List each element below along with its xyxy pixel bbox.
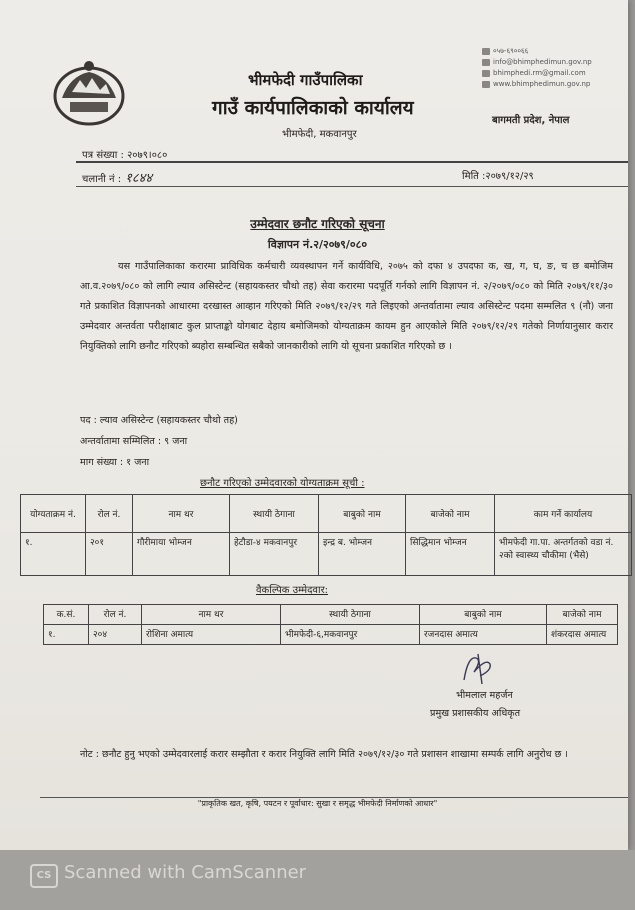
table-row <box>44 625 618 645</box>
email-icon <box>482 59 490 66</box>
table-header: रोल नं. <box>86 495 133 533</box>
alternate-list-title: वैकल्पिक उम्मेदवार: <box>256 585 329 596</box>
contact-website: www.bhimphedimun.gov.np <box>493 80 591 88</box>
globe-icon <box>482 81 490 88</box>
table-header: स्थायी ठेगाना <box>281 605 420 625</box>
letter-date: मिति :२०७९/१२/२९ <box>462 171 534 182</box>
table-header: काम गर्ने कार्यालय <box>495 495 632 533</box>
table-header: स्थायी ठेगाना <box>230 495 319 533</box>
interview-count: अन्तर्वातामा सम्मिलित : ९ जना <box>80 436 188 447</box>
dispatch-label: चलानी नं : <box>82 174 122 185</box>
camscanner-watermark: Scanned with CamScanner <box>64 862 307 883</box>
dispatch-number <box>82 168 152 186</box>
merit-list-table <box>20 494 632 576</box>
email-icon <box>482 70 490 77</box>
office-address: भीमफेदी, मकवानपुर <box>282 129 357 140</box>
signature-icon <box>458 652 498 686</box>
office-main-title: गाउँ कार्यपालिकाको कार्यालय <box>212 97 414 119</box>
table-cell: २०१ <box>86 533 133 576</box>
table-cell: गौरीमाया भोम्जन <box>133 533 230 576</box>
phone-icon <box>482 48 490 55</box>
government-emblem-icon <box>50 58 128 128</box>
contact-phone: ०५७-६९००६६ <box>493 47 529 55</box>
table-header-row <box>44 605 618 625</box>
signatory-name: भीमलाल महर्जन <box>456 690 513 701</box>
signatory-designation: प्रमुख प्रशासकीय अधिकृत <box>430 708 521 719</box>
contact-gmail: bhimphedi.rm@gmail.com <box>493 69 586 77</box>
table-header: क.सं. <box>44 605 89 625</box>
table-header-row <box>21 495 632 533</box>
table-row <box>21 533 632 576</box>
table-cell: २०४ <box>89 625 142 645</box>
merit-list-title: छनौट गरिएको उम्मेदवारको योग्यताक्रम सूची : <box>200 478 365 489</box>
table-header: बाबुको नाम <box>420 605 547 625</box>
ref-divider <box>76 186 628 187</box>
contact-email: info@bhimphedimun.gov.np <box>493 58 592 66</box>
header-divider <box>76 161 628 163</box>
dispatch-value: १८४४ <box>125 171 153 186</box>
table-cell: सिद्धिमान भोम्जन <box>406 533 495 576</box>
table-header: योग्यताक्रम नं. <box>21 495 86 533</box>
table-cell: रोशिना अमात्य <box>142 625 281 645</box>
contact-block <box>482 46 622 90</box>
table-cell: हेटौडा-४ मकवानपुर <box>230 533 319 576</box>
table-cell: १. <box>44 625 89 645</box>
post-line: पद : ल्याव असिस्टेन्ट (सहायकस्तर चौथो तह) <box>80 415 238 426</box>
notice-title: उम्मेदवार छनौट गरिएको सूचना <box>250 217 385 231</box>
letter-number: पत्र संख्या : २०७९।०८० <box>82 150 168 161</box>
office-name: भीमफेदी गाउँपालिका <box>248 71 363 89</box>
table-header: रोल नं. <box>89 605 142 625</box>
table-cell: भीमफेदी गा.पा. अन्तर्गतको वडा नं. २को स्वास्थ्य चौकीमा (भैसे) <box>495 533 632 576</box>
table-header: नाम थर <box>133 495 230 533</box>
table-cell: रजनदास अमात्य <box>420 625 547 645</box>
office-motto: "प्राकृतिक खत, कृषि, पयटन र पूर्वाधार: सुखा र समृद्ध भीमफेदी निर्माणको आधार" <box>197 799 438 808</box>
province-name: बागमती प्रदेश, नेपाल <box>492 115 570 126</box>
table-cell: शंकरदास अमात्य <box>547 625 618 645</box>
table-cell: १. <box>21 533 86 576</box>
table-cell: इन्द्र ब. भोम्जन <box>319 533 406 576</box>
notice-body: यस गाउँपालिकाका करारमा प्राविधिक कर्मचारी व्यवस्थापन गर्ने कार्यविधि, २०७५ को दफा ४ उपदफा क, ख, ग, घ, ङ, च छ बमोजिम आ.व.२०७९/०८० को लागि ल्याव असिस्टेन्ट (सहायकस्तर चौथो तह) सेवा करारमा पदपूर्ति गर्नको लागि विज्ञापन नं. २/२०७९/०८० को मिति २०७९/११/३० गते प्रकाशित विज्ञापनको आधारमा दरखास्त आव्हान गरिएको मिति २०७९/१२/२९ गते लिइएको अन्तर्वातामा ल्याव असिस्टेन्ट पदमा सम्मलित ९ (नौ) जना उम्मेदवार अन्तर्वता परीक्षाबाट कुल प्राप्ताङ्को योगबाट देहाय बमोजिमको योग्यताक्रम कायम हुन आएकोले मिति २०७९/१२/२९ गतेको निर्णायानुसार करार नियुक्तिको लागि छनौट गरिएको ब्यहोरा सम्बन्धित सबैको जानकारीको लागि यो सूचना प्रकाशित गरिएको छ । <box>80 261 613 352</box>
notice-number: विज्ञापन नं.२/२०७९/०८० <box>267 238 368 251</box>
camscanner-logo-icon: CS <box>30 864 58 888</box>
table-header: बाजेको नाम <box>547 605 618 625</box>
alternate-list-table <box>43 604 618 645</box>
table-header: बाबुको नाम <box>319 495 406 533</box>
table-header: नाम थर <box>142 605 281 625</box>
demand-count: माग संख्या : १ जना <box>80 457 150 468</box>
table-cell: भीमफेदी-६,मकवानपुर <box>281 625 420 645</box>
table-header: बाजेको नाम <box>406 495 495 533</box>
note-text: नोट : छनौट हुनु भएको उम्मेदवारलाई करार सम्झौता र करार नियुक्ति लागि मिति २०७९/१२/३० गते प्रशासन शाखामा सम्पर्क लागि अनुरोध छ । <box>80 749 569 760</box>
